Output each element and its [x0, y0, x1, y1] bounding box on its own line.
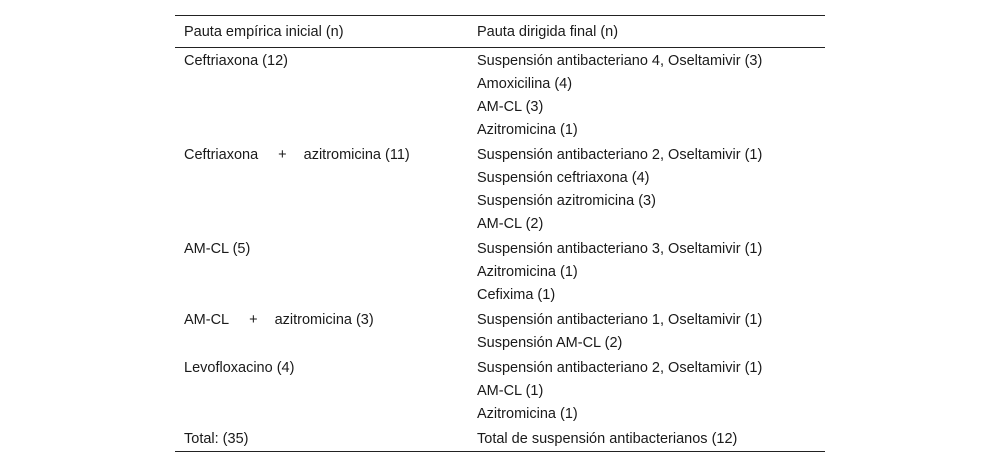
cell-dirigida: AM-CL (3)	[477, 99, 544, 115]
cell-empirica: AM-CL (5)	[184, 241, 251, 257]
cell-dirigida: Azitromicina (1)	[477, 406, 578, 422]
cell-dirigida: Suspensión antibacteriano 2, Oseltamivir (1)	[477, 360, 763, 376]
total-empirica: Total: (35)	[184, 431, 249, 447]
treatment-table	[175, 15, 825, 452]
cell-empirica: Ceftriaxona (12)	[184, 53, 288, 69]
total-dirigida: Total de suspensión antibacterianos (12)	[477, 431, 738, 447]
plus-sign: +	[278, 147, 287, 163]
table-row	[175, 238, 825, 307]
cell-dirigida: AM-CL (2)	[477, 216, 544, 232]
cell-empirica: Levofloxacino (4)	[184, 360, 295, 376]
cell-dirigida: AM-CL (1)	[477, 383, 544, 399]
table-row	[175, 357, 825, 426]
cell-dirigida: Suspensión ceftriaxona (4)	[477, 170, 650, 186]
header-dirigida: Pauta dirigida final (n)	[477, 23, 619, 40]
table-row	[175, 309, 825, 355]
cell-dirigida: Azitromicina (1)	[477, 122, 578, 138]
cell-dirigida: Azitromicina (1)	[477, 264, 578, 280]
cell-dirigida: Cefixima (1)	[477, 287, 556, 303]
cell-dirigida: Suspensión AM-CL (2)	[477, 335, 623, 351]
drug-b: azitromicina (3)	[274, 312, 374, 328]
table-row	[175, 144, 825, 236]
plus-sign: +	[249, 312, 258, 328]
cell-dirigida: Suspensión antibacteriano 1, Oseltamivir (1)	[477, 312, 763, 328]
cell-dirigida: Suspensión antibacteriano 4, Oseltamivir (3)	[477, 53, 763, 69]
cell-dirigida: Amoxicilina (4)	[477, 76, 573, 92]
drug-a: Ceftriaxona	[184, 147, 259, 163]
table-total-row	[175, 427, 825, 452]
table-header-row	[175, 16, 825, 48]
cell-empirica	[184, 309, 468, 332]
cell-dirigida: Suspensión antibacteriano 3, Oseltamivir (1)	[477, 241, 763, 257]
drug-a: AM-CL	[184, 312, 230, 328]
cell-dirigida: Suspensión antibacteriano 2, Oseltamivir (1)	[477, 147, 763, 163]
drug-b: azitromicina (11)	[303, 147, 410, 163]
cell-empirica	[184, 144, 468, 167]
cell-dirigida: Suspensión azitromicina (3)	[477, 193, 656, 209]
table-row	[175, 48, 825, 142]
header-empirica: Pauta empírica inicial (n)	[184, 23, 344, 40]
